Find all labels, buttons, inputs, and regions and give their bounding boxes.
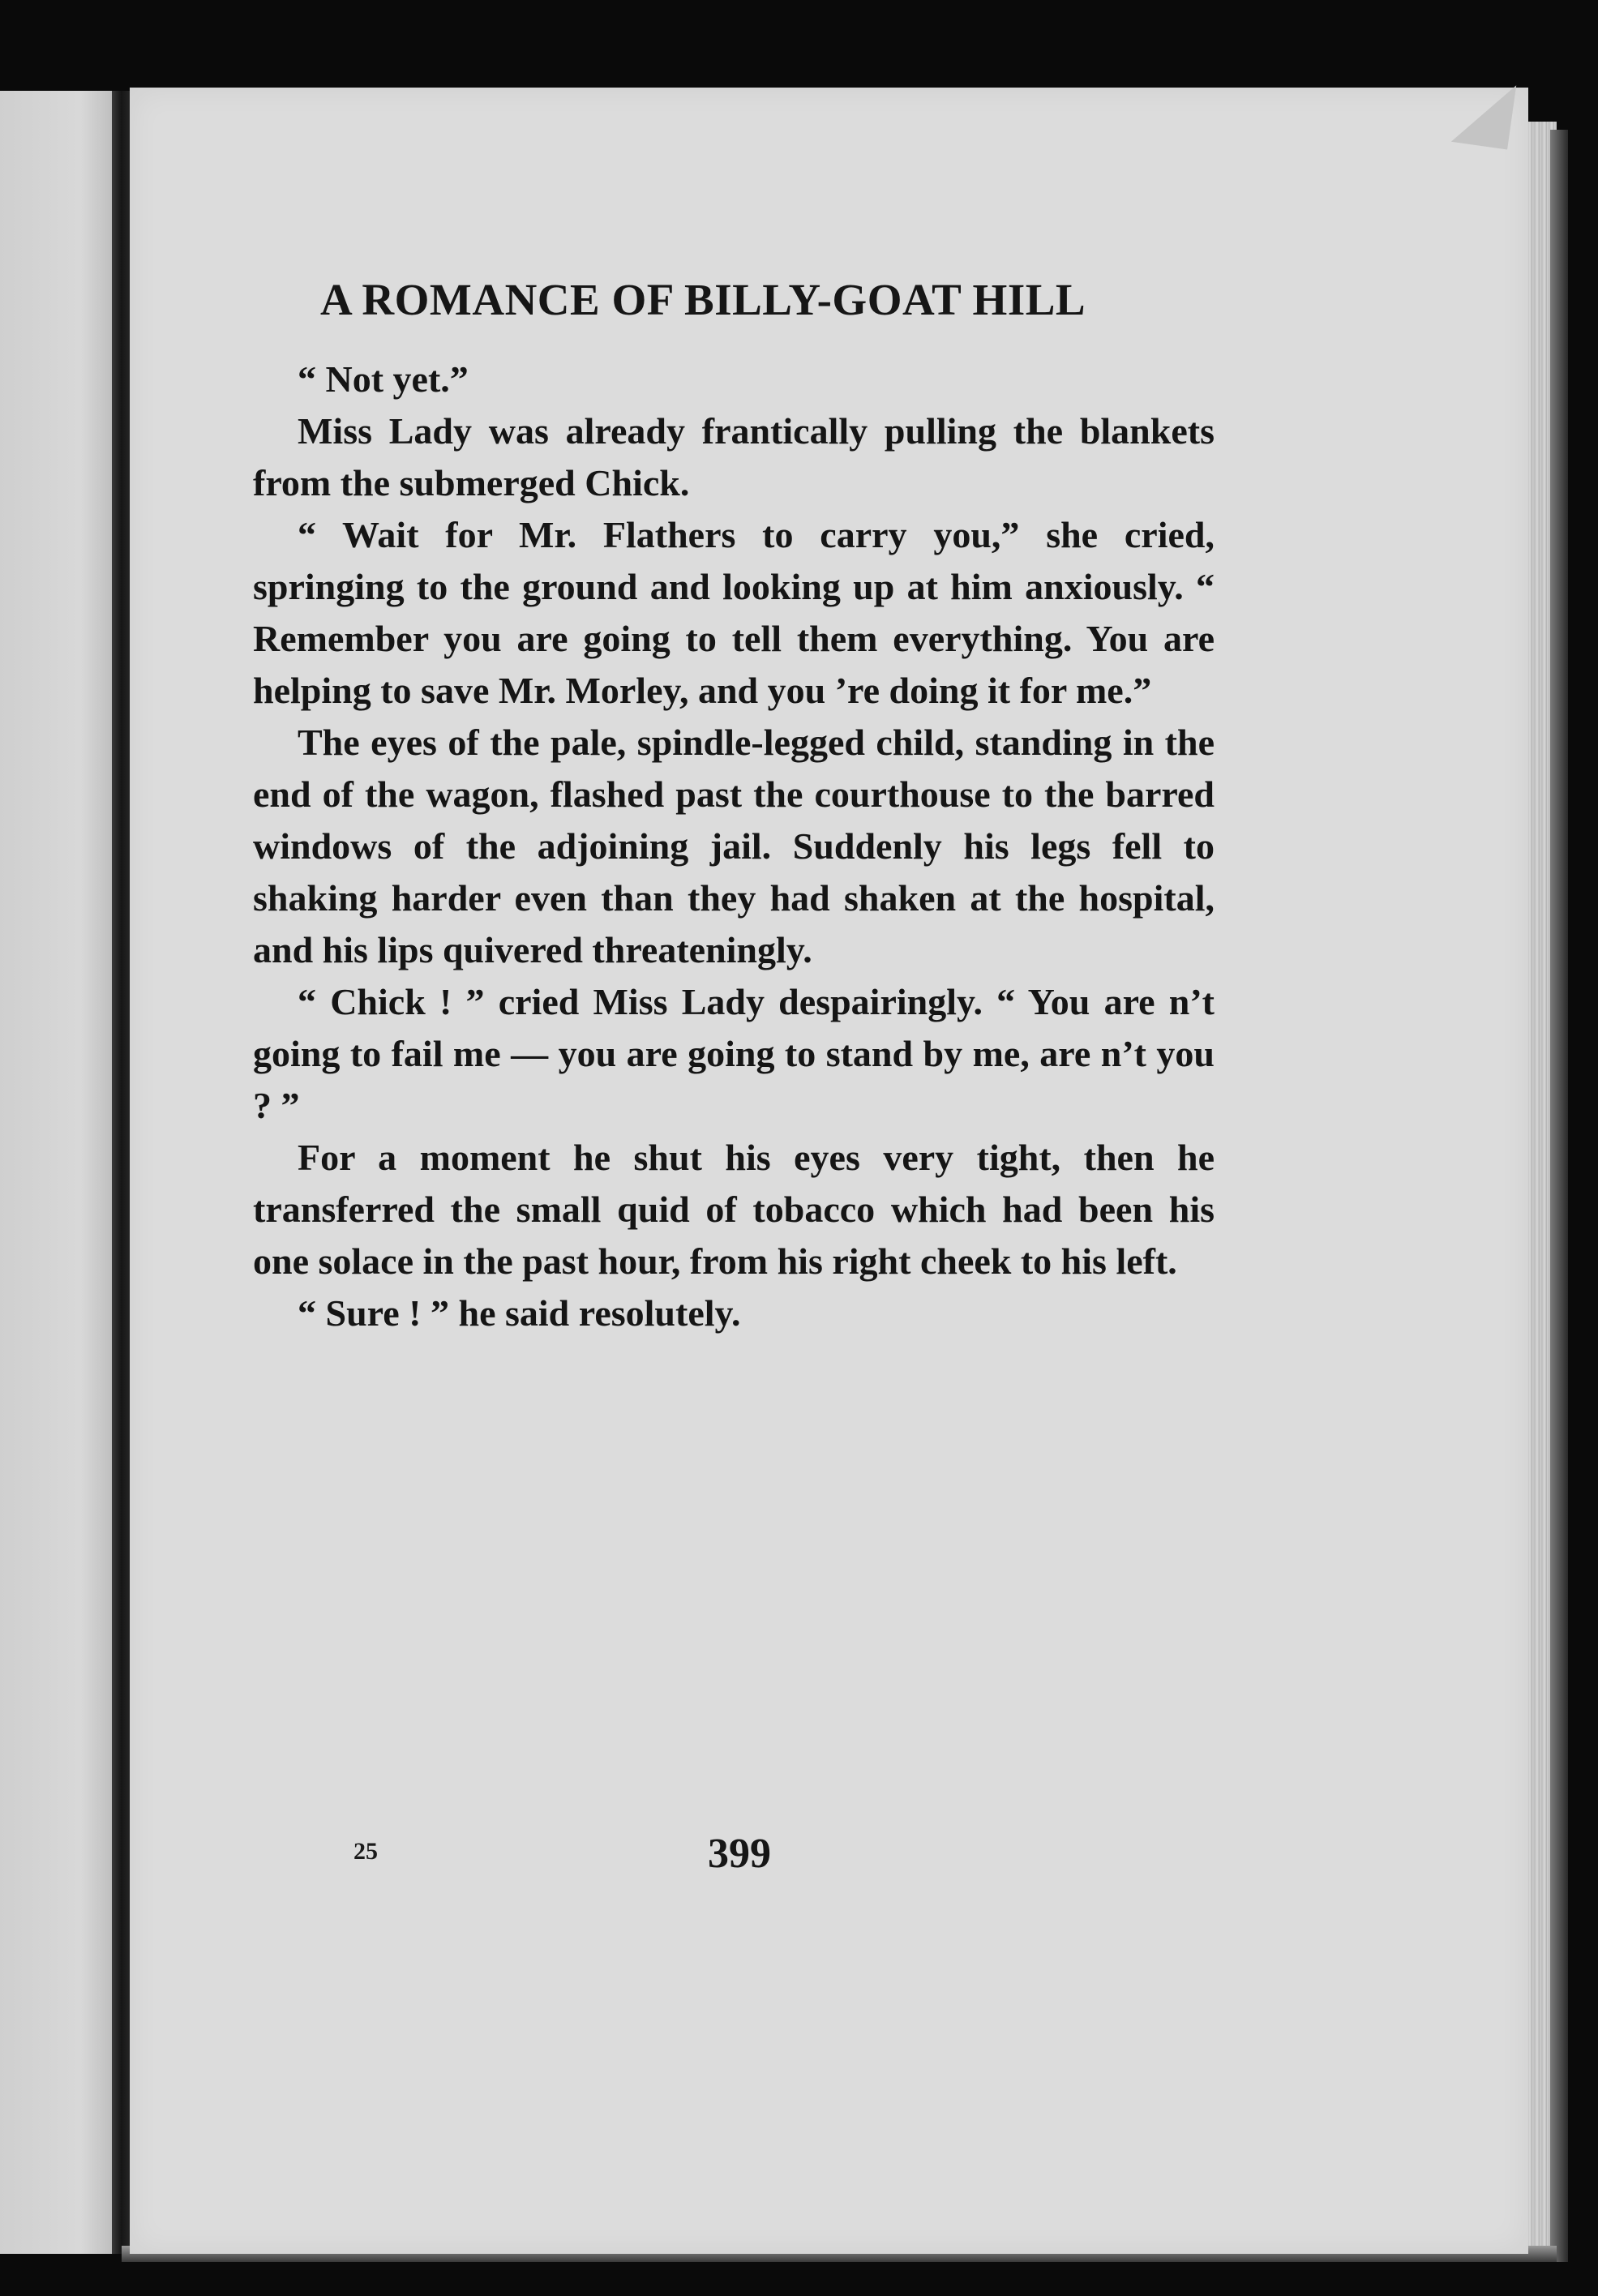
- page-edge-shadow: [1550, 130, 1568, 2262]
- paragraph: “ Chick ! ” cried Miss Lady despairingly. “ You are n’t going to fail me — you are going to stand by me, are n’t you ? ”: [253, 981, 1215, 1126]
- facing-page-edge: [0, 91, 115, 2254]
- paragraph: “ Not yet.”: [298, 358, 469, 400]
- paragraph: Miss Lady was already frantically pulling the blankets from the submerged Chick.: [253, 410, 1215, 503]
- page-number: 399: [708, 1831, 771, 1877]
- body-text: [253, 353, 1215, 1339]
- paragraph: For a moment he shut his eyes very tight, then he transferred the small quid of tobacco which had been his one solace in the past hour, from his right cheek to his left.: [253, 1137, 1215, 1282]
- page-corner-fold: [1451, 78, 1516, 150]
- paragraph: “ Wait for Mr. Flathers to carry you,” she cried, springing to the ground and looking up at him anxiously. “ Remember you are going to tell them everything. You are helping to save Mr. Morley, and you ’re doing it for me.”: [253, 514, 1215, 711]
- paragraph: “ Sure ! ” he said resolutely.: [298, 1292, 741, 1334]
- running-head: A ROMANCE OF BILLY-GOAT HILL: [320, 275, 1086, 324]
- paragraph: The eyes of the pale, spindle-legged child, standing in the end of the wagon, flashed past the courthouse to the barred windows of the adjoining jail. Suddenly his legs fell to shaking harder even than they had shaken at the hospital, and his lips quivered threateningly.: [253, 722, 1215, 970]
- signature-mark: 25: [353, 1838, 378, 1865]
